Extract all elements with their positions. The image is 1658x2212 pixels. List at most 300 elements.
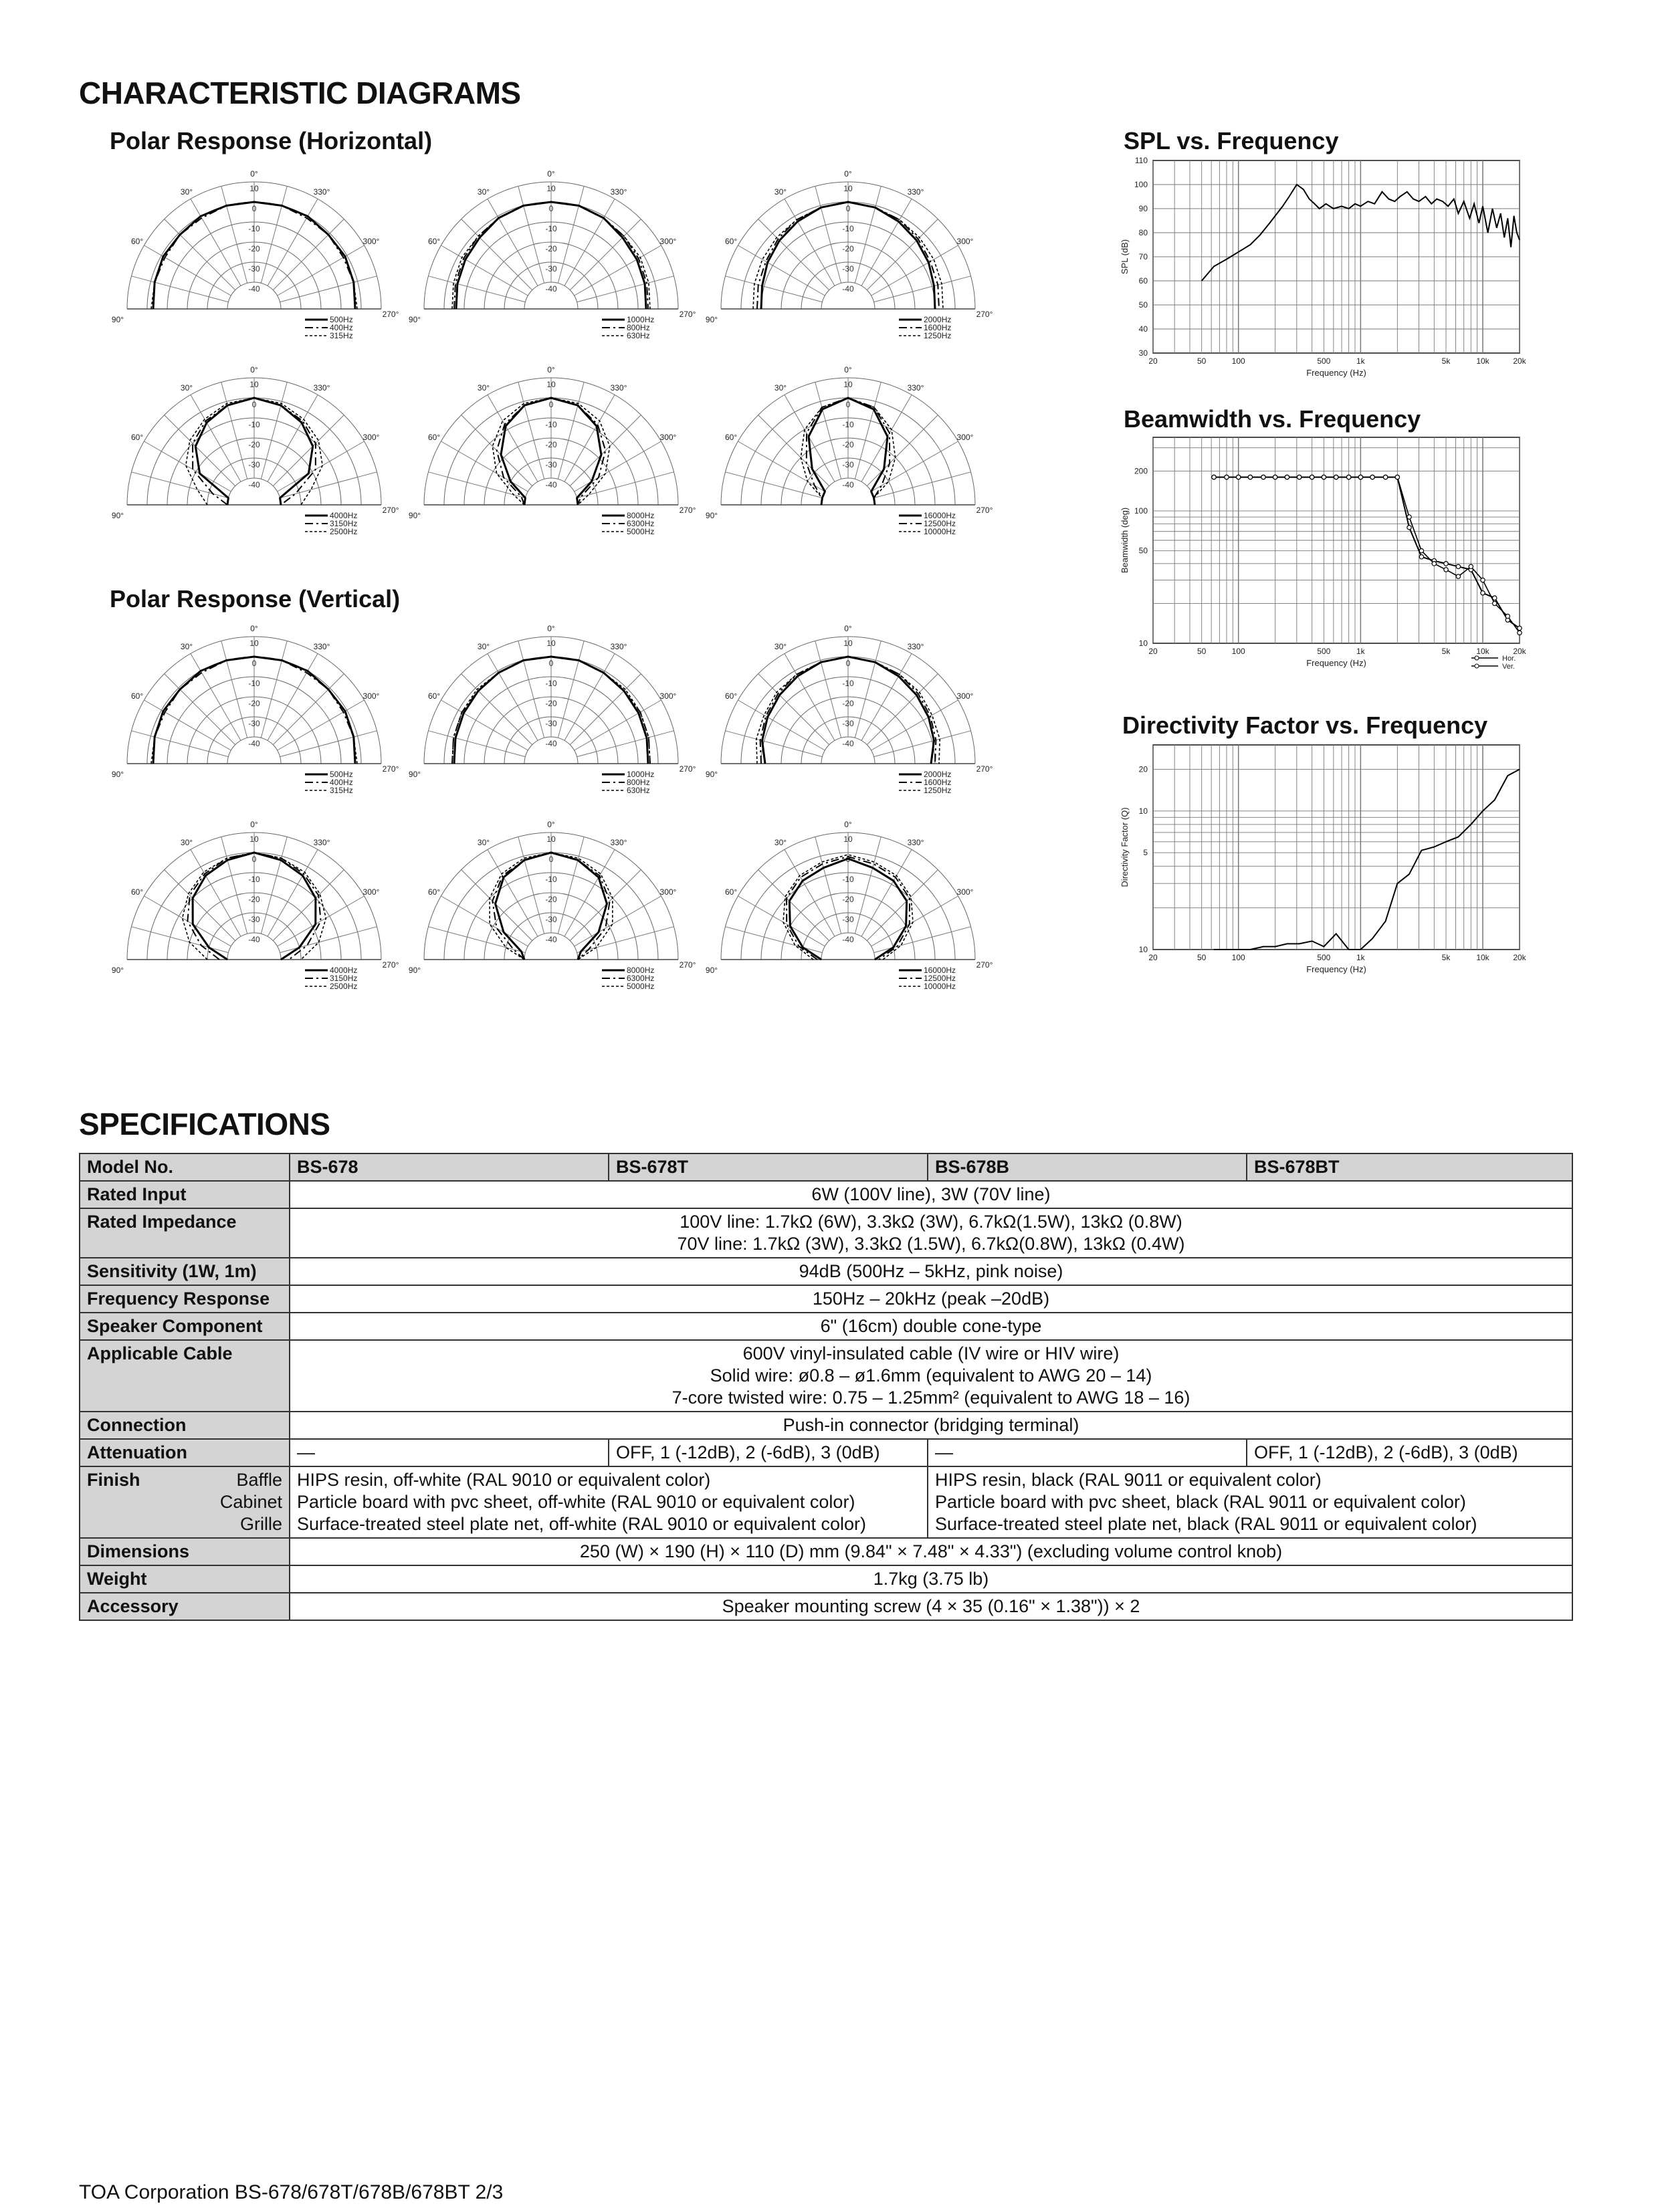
data-point: [1444, 568, 1448, 572]
rated-impedance-label: Rated Impedance: [80, 1208, 290, 1258]
header-model-no: Model No.: [80, 1153, 290, 1181]
polar-db-label: -40: [248, 284, 260, 294]
legend-label: 500Hz: [330, 770, 353, 779]
polar-spoke: [261, 382, 287, 479]
y-tick-label: 110: [1134, 156, 1148, 165]
finish-black-baffle: HIPS resin, black (RAL 9011 or equivalent color): [935, 1470, 1322, 1490]
polar-spoke: [558, 837, 584, 933]
directivity-heading: Directivity Factor vs. Frequency: [1122, 711, 1488, 739]
applicable-cable-label: Applicable Cable: [80, 1340, 290, 1412]
polar-angle-label: 270°: [976, 764, 993, 774]
polar-spoke: [518, 837, 544, 933]
polar-spoke: [867, 870, 938, 941]
polar-db-label: -40: [545, 739, 557, 748]
legend-label: 12500Hz: [924, 974, 956, 983]
polar-angle-label: 90°: [408, 966, 421, 975]
polar-angle-label: 60°: [724, 691, 738, 701]
legend-label: 4000Hz: [330, 511, 358, 520]
y-tick-label: 20: [1138, 764, 1148, 774]
y-tick-label: 90: [1138, 204, 1148, 213]
y-axis-label: SPL (dB): [1120, 239, 1130, 275]
table-row: [80, 1538, 1572, 1565]
polar-angle-label: 300°: [362, 237, 380, 246]
polar-spoke: [725, 731, 822, 757]
data-point: [1212, 475, 1216, 479]
table-row: [80, 1565, 1572, 1593]
polar-angle-label: 30°: [477, 642, 490, 652]
polar-db-label: 0: [845, 659, 851, 668]
polar-angle-label: 60°: [427, 237, 441, 246]
polar-db-label: -40: [248, 935, 260, 944]
polar-angle-label: 60°: [724, 433, 738, 442]
polar-db-label: 0: [548, 659, 554, 668]
polar-spoke: [428, 276, 525, 302]
polar-v-1: [107, 615, 401, 809]
data-point: [1273, 475, 1277, 479]
x-tick-label: 20: [1148, 356, 1158, 366]
finish-black-grille: Surface-treated steel plate net, black (RAL 9011 or equivalent color): [935, 1514, 1477, 1534]
polar-spoke: [577, 472, 674, 498]
polar-angle-label: 330°: [313, 383, 330, 393]
legend-label: 2500Hz: [330, 527, 358, 536]
finish-white-cabinet: Particle board with pvc sheet, off-white (RAL 9010 or equivalent color): [297, 1492, 855, 1512]
y-tick-label: 80: [1138, 228, 1148, 237]
polar-db-label: -20: [842, 699, 854, 708]
polar-angle-label: 0°: [547, 169, 555, 179]
polar-spoke: [273, 415, 344, 486]
polar-angle-label: 90°: [705, 770, 718, 779]
polar-angle-label: 90°: [111, 966, 124, 975]
polar-angle-label: 330°: [313, 838, 330, 848]
legend-label: 2000Hz: [924, 770, 952, 779]
polar-db-label: -30: [248, 460, 260, 469]
data-point: [1493, 601, 1497, 605]
polar-angle-label: 0°: [250, 624, 258, 633]
polar-spoke: [758, 415, 829, 486]
polar-spoke: [165, 870, 235, 941]
polar-angle-label: 0°: [547, 365, 555, 374]
legend-label: 4000Hz: [330, 966, 358, 975]
polar-spoke: [577, 276, 674, 302]
polar-angle-label: 270°: [382, 310, 399, 319]
legend-label: 1250Hz: [924, 786, 952, 795]
polar-db-label: -40: [545, 935, 557, 944]
polar-db-label: 10: [546, 639, 556, 648]
polar-v-5: [404, 811, 698, 1005]
y-tick-label: 5: [1143, 848, 1148, 858]
polar-spoke: [874, 731, 971, 757]
polar-db-label: 10: [546, 380, 556, 389]
legend-label: 500Hz: [330, 315, 353, 324]
polar-spoke: [570, 415, 641, 486]
polar-spoke: [855, 382, 881, 479]
data-point: [1358, 475, 1362, 479]
polar-db-label: -20: [842, 440, 854, 449]
y-tick-label: 50: [1138, 546, 1148, 556]
polar-spoke: [280, 276, 377, 302]
polar-spoke: [874, 276, 971, 302]
legend-label: 400Hz: [330, 778, 353, 787]
x-tick-label: 100: [1231, 953, 1245, 962]
polar-v-6: [701, 811, 995, 1005]
polar-db-label: 10: [843, 639, 853, 648]
polar-angle-label: 90°: [705, 315, 718, 324]
polar-angle-label: 30°: [477, 838, 490, 848]
polar-spoke: [131, 731, 228, 757]
polar-angle-label: 30°: [774, 642, 787, 652]
spl-vs-frequency-chart: [1110, 155, 1538, 382]
polar-angle-label: 30°: [477, 383, 490, 393]
polar-spoke: [131, 927, 228, 953]
polar-db-label: -20: [842, 244, 854, 253]
legend-label: 10000Hz: [924, 527, 956, 536]
polar-spoke: [518, 186, 544, 283]
x-tick-label: 50: [1197, 356, 1207, 366]
polar-vertical-heading: Polar Response (Vertical): [110, 585, 401, 613]
data-point: [1407, 515, 1411, 519]
polar-db-label: -10: [545, 679, 557, 688]
polar-db-label: -10: [248, 224, 260, 233]
legend-label: 315Hz: [330, 786, 353, 795]
data-point: [1469, 564, 1473, 568]
impedance-100v: 100V line: 1.7kΩ (6W), 3.3kΩ (3W), 6.7kΩ(1.5W), 13kΩ (0.8W): [680, 1212, 1182, 1232]
polar-angle-label: 300°: [956, 237, 974, 246]
polar-spoke: [461, 674, 532, 745]
x-tick-label: 20: [1148, 647, 1158, 656]
polar-angle-label: 270°: [976, 310, 993, 319]
finish-baffle-label: Baffle: [236, 1470, 282, 1490]
legend-label: 12500Hz: [924, 519, 956, 528]
polar-spoke: [261, 837, 287, 933]
polar-db-label: -10: [248, 420, 260, 429]
polar-db-label: -40: [842, 739, 854, 748]
legend-label: Ver.: [1502, 663, 1515, 671]
table-row: [80, 1153, 1572, 1181]
polar-spoke: [855, 186, 881, 283]
polar-spoke: [570, 219, 641, 290]
polar-angle-label: 60°: [427, 887, 441, 897]
polar-spoke: [815, 382, 841, 479]
polar-db-label: -20: [248, 244, 260, 253]
polar-angle-label: 270°: [679, 310, 696, 319]
polar-v-3: [701, 615, 995, 809]
applicable-cable-value: [290, 1340, 1572, 1412]
polar-angle-label: 30°: [180, 642, 193, 652]
y-tick-label: 100: [1134, 506, 1148, 516]
polar-db-label: -10: [842, 679, 854, 688]
polar-angle-label: 0°: [250, 820, 258, 829]
beamwidth-vs-frequency-chart: [1110, 433, 1538, 687]
table-row: [80, 1285, 1572, 1313]
polar-db-label: -10: [842, 224, 854, 233]
polar-angle-label: 60°: [724, 887, 738, 897]
polar-h-2: [404, 160, 698, 354]
finish-white-grille: Surface-treated steel plate net, off-white (RAL 9010 or equivalent color): [297, 1514, 866, 1534]
polar-db-label: -10: [545, 875, 557, 884]
x-tick-label: 1k: [1356, 647, 1365, 656]
polar-db-label: -20: [842, 895, 854, 904]
polar-v-2: [404, 615, 698, 809]
polar-spoke: [558, 382, 584, 479]
polar-db-label: 0: [845, 400, 851, 409]
polar-db-label: -40: [842, 480, 854, 489]
x-tick-label: 500: [1317, 647, 1331, 656]
y-tick-label: 100: [1134, 180, 1148, 189]
directivity-vs-frequency-chart: [1110, 741, 1538, 982]
polar-angle-label: 300°: [956, 887, 974, 897]
polar-angle-label: 30°: [477, 187, 490, 197]
polar-angle-label: 0°: [547, 624, 555, 633]
polar-angle-label: 300°: [362, 433, 380, 442]
data-point: [1346, 475, 1350, 479]
legend-label: 16000Hz: [924, 966, 956, 975]
polar-spoke: [518, 382, 544, 479]
polar-angle-label: 300°: [362, 887, 380, 897]
polar-angle-label: 300°: [659, 887, 677, 897]
polar-h-5: [404, 356, 698, 550]
polar-angle-label: 0°: [547, 820, 555, 829]
rated-impedance-value: [290, 1208, 1572, 1258]
polar-angle-label: 270°: [679, 764, 696, 774]
data-point: [1298, 475, 1302, 479]
finish-white-baffle: HIPS resin, off-white (RAL 9010 or equivalent color): [297, 1470, 711, 1490]
data-point: [1261, 475, 1265, 479]
x-tick-label: 500: [1317, 953, 1331, 962]
y-tick-label: 10: [1138, 945, 1148, 954]
polar-angle-label: 270°: [976, 506, 993, 515]
polar-angle-label: 270°: [382, 764, 399, 774]
polar-db-label: -30: [842, 915, 854, 924]
polar-angle-label: 300°: [956, 433, 974, 442]
attenuation-bs-678bt: OFF, 1 (-12dB), 2 (-6dB), 3 (0dB): [1247, 1439, 1572, 1466]
legend-label: 400Hz: [330, 323, 353, 332]
polar-db-label: -40: [545, 284, 557, 294]
attenuation-bs-678: —: [290, 1439, 609, 1466]
rated-input-label: Rated Input: [80, 1181, 290, 1208]
polar-db-label: 0: [548, 204, 554, 213]
polar-spoke: [558, 641, 584, 738]
polar-angle-label: 0°: [844, 169, 852, 179]
y-tick-label: 10: [1138, 639, 1148, 648]
speaker-component-label: Speaker Component: [80, 1313, 290, 1340]
polar-angle-label: 60°: [130, 691, 144, 701]
polar-angle-label: 270°: [679, 960, 696, 970]
polar-db-label: -30: [545, 719, 557, 728]
polar-angle-label: 330°: [610, 187, 627, 197]
data-point: [1322, 475, 1326, 479]
legend-label: 630Hz: [627, 786, 650, 795]
legend-label: 5000Hz: [627, 982, 655, 991]
polar-db-label: 0: [251, 855, 257, 864]
polar-angle-label: 60°: [427, 691, 441, 701]
y-tick-label: 30: [1138, 348, 1148, 358]
y-tick-label: 60: [1138, 276, 1148, 286]
frequency-response-value: 150Hz – 20kHz (peak –20dB): [290, 1285, 1572, 1313]
polar-db-label: 0: [548, 400, 554, 409]
polar-spoke: [815, 641, 841, 738]
x-tick-label: 1k: [1356, 953, 1365, 962]
polar-spoke: [273, 219, 344, 290]
x-tick-label: 20: [1148, 953, 1158, 962]
polar-db-label: -20: [545, 699, 557, 708]
attenuation-bs-678b: —: [928, 1439, 1247, 1466]
polar-angle-label: 60°: [130, 433, 144, 442]
polar-db-label: -40: [545, 480, 557, 489]
data-point: [1370, 475, 1374, 479]
specifications-table: [79, 1153, 1573, 1621]
polar-db-label: -10: [545, 420, 557, 429]
polar-angle-label: 60°: [724, 237, 738, 246]
polar-spoke: [273, 674, 344, 745]
header-bs-678t: BS-678T: [609, 1153, 928, 1181]
polar-db-label: 10: [546, 835, 556, 844]
polar-db-label: 0: [548, 855, 554, 864]
data-point: [1444, 562, 1448, 566]
polar-angle-label: 330°: [610, 383, 627, 393]
polar-angle-label: 90°: [705, 511, 718, 520]
polar-db-label: 0: [845, 204, 851, 213]
polar-db-label: -30: [842, 264, 854, 273]
finish-label: [80, 1466, 290, 1538]
polar-h-3: [701, 160, 995, 354]
polar-db-label: -10: [545, 224, 557, 233]
polar-spoke: [131, 276, 228, 302]
page-footer: TOA Corporation BS-678/678T/678B/678BT 2/3: [79, 2181, 504, 2203]
table-row: [80, 1313, 1572, 1340]
data-point: [1506, 614, 1510, 618]
polar-spoke: [261, 641, 287, 738]
polar-db-label: -10: [248, 679, 260, 688]
data-point: [1518, 631, 1522, 635]
polar-spoke: [518, 641, 544, 738]
table-row: [80, 1258, 1572, 1285]
rated-input-value: 6W (100V line), 3W (70V line): [290, 1181, 1572, 1208]
polar-db-label: -40: [248, 480, 260, 489]
polar-angle-label: 30°: [180, 187, 193, 197]
polar-angle-label: 60°: [427, 433, 441, 442]
finish-black-value: [928, 1466, 1572, 1538]
x-tick-label: 20k: [1513, 647, 1526, 656]
polar-v-4: [107, 811, 401, 1005]
legend-label: Hor.: [1502, 655, 1516, 663]
polar-spoke: [577, 731, 674, 757]
polar-spoke: [221, 186, 247, 283]
polar-angle-label: 0°: [250, 365, 258, 374]
polar-angle-label: 330°: [313, 187, 330, 197]
legend-marker: [1475, 664, 1479, 668]
polar-h-4: [107, 356, 401, 550]
x-tick-label: 100: [1231, 356, 1245, 366]
polar-db-label: -30: [248, 264, 260, 273]
polar-angle-label: 60°: [130, 237, 144, 246]
polar-angle-label: 300°: [362, 691, 380, 701]
polar-db-label: 0: [845, 855, 851, 864]
polar-angle-label: 270°: [679, 506, 696, 515]
series-line-1: [1214, 770, 1520, 950]
polar-angle-label: 330°: [313, 642, 330, 652]
connection-label: Connection: [80, 1412, 290, 1439]
polar-spoke: [874, 472, 971, 498]
polar-h-1: [107, 160, 401, 354]
polar-angle-label: 0°: [844, 624, 852, 633]
beamwidth-heading: Beamwidth vs. Frequency: [1124, 405, 1421, 433]
legend-label: 6300Hz: [627, 519, 655, 528]
polar-db-label: -20: [545, 440, 557, 449]
polar-angle-label: 300°: [659, 433, 677, 442]
polar-spoke: [855, 641, 881, 738]
polar-angle-label: 330°: [610, 838, 627, 848]
polar-angle-label: 90°: [705, 966, 718, 975]
polar-db-label: -40: [842, 935, 854, 944]
legend-label: 5000Hz: [627, 527, 655, 536]
x-axis-label: Frequency (Hz): [1306, 964, 1366, 974]
polar-angle-label: 270°: [382, 960, 399, 970]
y-tick-label: 40: [1138, 324, 1148, 334]
polar-spoke: [725, 472, 822, 498]
polar-db-label: -20: [248, 440, 260, 449]
polar-angle-label: 330°: [907, 838, 924, 848]
dimensions-label: Dimensions: [80, 1538, 290, 1565]
x-tick-label: 1k: [1356, 356, 1365, 366]
x-tick-label: 20k: [1513, 953, 1526, 962]
legend-label: 630Hz: [627, 331, 650, 340]
polar-db-label: -20: [545, 895, 557, 904]
data-point: [1407, 526, 1411, 530]
accessory-value: Speaker mounting screw (4 × 35 (0.16" × 1.38")) × 2: [290, 1593, 1572, 1620]
polar-spoke: [221, 837, 247, 933]
x-tick-label: 20k: [1513, 356, 1526, 366]
data-point: [1236, 475, 1240, 479]
legend-label: 8000Hz: [627, 966, 655, 975]
attenuation-bs-678t: OFF, 1 (-12dB), 2 (-6dB), 3 (0dB): [609, 1439, 928, 1466]
polar-db-label: -30: [842, 719, 854, 728]
legend-label: 315Hz: [330, 331, 353, 340]
x-tick-label: 500: [1317, 356, 1331, 366]
dimensions-value: 250 (W) × 190 (H) × 110 (D) mm (9.84" × 7.48" × 4.33") (excluding volume control knob): [290, 1538, 1572, 1565]
data-point: [1481, 578, 1485, 582]
polar-spoke: [815, 837, 841, 933]
polar-angle-label: 30°: [774, 383, 787, 393]
polar-db-label: -20: [545, 244, 557, 253]
polar-db-label: 10: [249, 380, 259, 389]
polar-angle-label: 0°: [250, 169, 258, 179]
speaker-component-value: 6" (16cm) double cone-type: [290, 1313, 1572, 1340]
y-axis-label: Beamwidth (deg): [1120, 507, 1130, 574]
polar-spoke: [855, 837, 881, 933]
x-tick-label: 10k: [1476, 953, 1489, 962]
data-point: [1456, 564, 1460, 568]
polar-angle-label: 330°: [610, 642, 627, 652]
polar-db-label: 0: [251, 400, 257, 409]
series-line-2: [1214, 477, 1520, 633]
polar-angle-label: 330°: [907, 642, 924, 652]
polar-angle-label: 270°: [976, 960, 993, 970]
polar-spoke: [758, 870, 829, 941]
table-row: [80, 1466, 1572, 1538]
polar-spoke: [725, 927, 822, 953]
legend-label: 1600Hz: [924, 323, 952, 332]
polar-db-label: -10: [842, 420, 854, 429]
polar-angle-label: 90°: [408, 315, 421, 324]
x-tick-label: 5k: [1441, 356, 1451, 366]
polar-spoke: [570, 674, 641, 745]
polar-angle-label: 330°: [907, 383, 924, 393]
specifications-heading: SPECIFICATIONS: [79, 1107, 330, 1141]
legend-label: 16000Hz: [924, 511, 956, 520]
polar-angle-label: 30°: [774, 838, 787, 848]
data-point: [1419, 555, 1423, 559]
header-bs-678: BS-678: [290, 1153, 609, 1181]
